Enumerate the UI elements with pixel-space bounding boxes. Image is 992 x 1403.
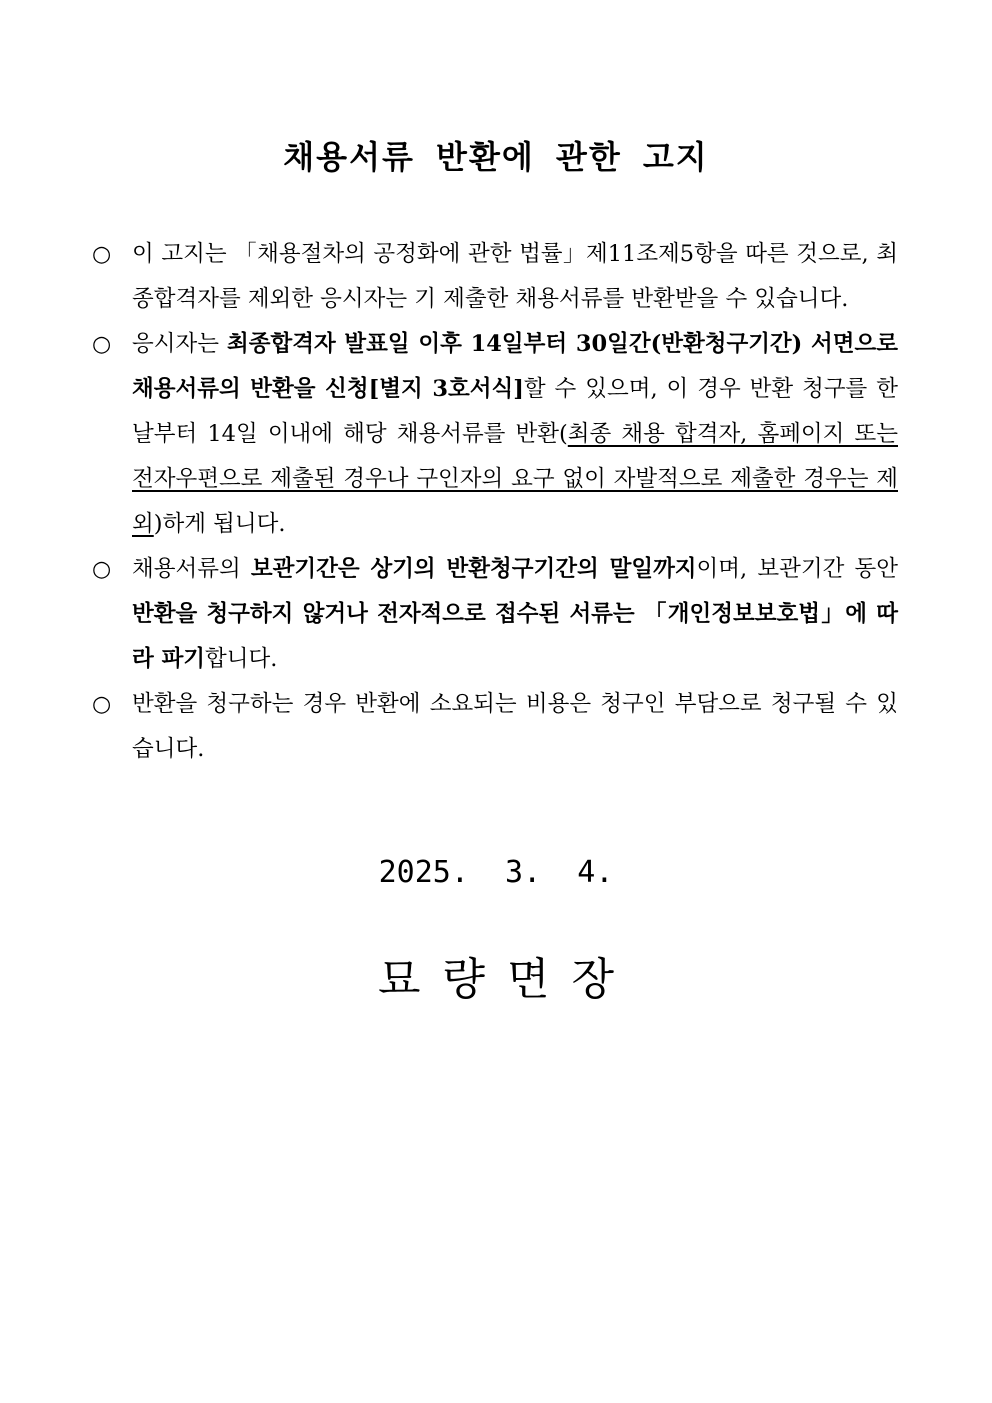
notice-list — [92, 232, 898, 772]
notice-item — [92, 682, 898, 772]
notice-text: 합니다. — [205, 646, 278, 672]
circle-bullet-icon: ○ — [92, 557, 112, 582]
emphasized-text: 최종합격자 발표일 이후 14일부터 30일간(반환청구기간) 서면으로 채용서류의 반환을 신청[별지 3호서식] — [132, 331, 898, 402]
issuer-name: 묘량면장 — [377, 954, 636, 1005]
notice-text: 응시자는 — [132, 331, 227, 357]
notice-item — [92, 232, 898, 322]
circle-bullet-icon: ○ — [92, 332, 112, 357]
notice-text: 이 고지는 「채용절차의 공정화에 관한 법률」제11조제5항을 따른 것으로, 최종합격자를 제외한 응시자는 기 제출한 채용서류를 반환받을 수 있습니다. — [132, 241, 898, 312]
emphasized-text: 보관기간은 상기의 반환청구기간의 말일까지 — [250, 556, 697, 582]
document-title: 채용서류 반환에 관한 고지 — [283, 138, 709, 176]
circle-bullet-icon: ○ — [92, 242, 112, 267]
notice-text: 할 수 있으며, 이 경우 반환 청구를 한 날부터 14일 이내에 해당 채용서류를 반환( — [132, 376, 898, 447]
notice-text: 채용서류의 — [132, 556, 251, 582]
underlined-text: 최종 채용 합격자, 홈페이지 또는 전자우편으로 제출된 경우나 구인자의 요구 없이 자발적으로 제출한 경우는 제외 — [132, 421, 898, 537]
notice-item — [92, 547, 898, 682]
notice-text: 반환을 청구하는 경우 반환에 소요되는 비용은 청구인 부담으로 청구될 수 있습니다. — [132, 691, 898, 762]
notice-date: 2025. 3. 4. — [378, 855, 614, 890]
notice-item — [92, 322, 898, 547]
emphasized-text: 반환을 청구하지 않거나 전자적으로 접수된 서류는 「개인정보보호법」에 따라 파기 — [132, 601, 898, 672]
notice-text: 이며, 보관기간 동안 — [696, 556, 899, 582]
notice-text: )하게 됩니다. — [153, 511, 286, 537]
circle-bullet-icon: ○ — [92, 692, 112, 717]
